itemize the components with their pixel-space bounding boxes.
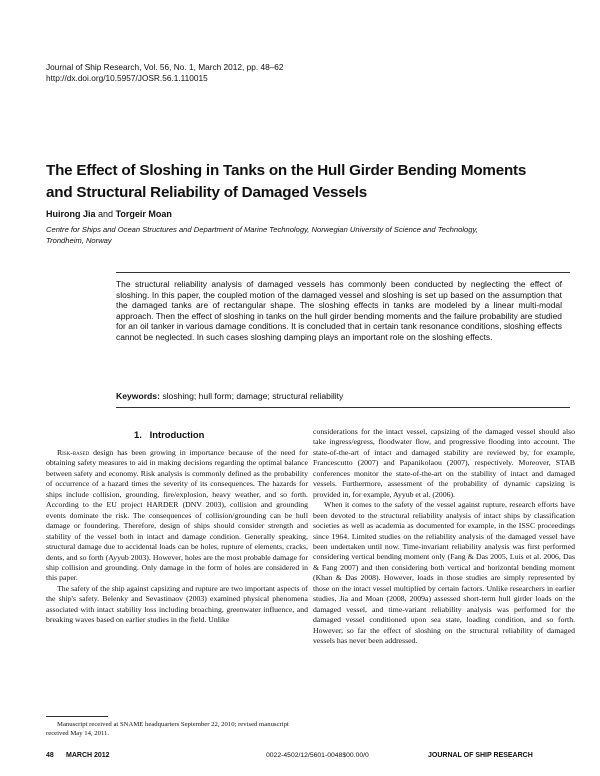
paper-title-line1: The Effect of Sloshing in Tanks on the Hull Girder Bending Moments: [46, 162, 527, 179]
keywords-text: sloshing; hull form; damage; structural reliability: [162, 391, 344, 401]
paper-title: [46, 160, 566, 204]
footnote-rule: [46, 716, 108, 717]
journal-citation-block: [46, 62, 284, 84]
footer-page-number: 48: [46, 752, 54, 759]
journal-doi: http://dx.doi.org/10.5957/JOSR.56.1.110015: [46, 73, 208, 83]
journal-citation: Journal of Ship Research, Vol. 56, No. 1, March 2012, pp. 48–62: [46, 62, 284, 72]
authors: [46, 209, 172, 219]
footer-journal: JOURNAL OF SHIP RESEARCH: [428, 752, 533, 759]
right-paragraph-2: When it comes to the safety of the vessel against rupture, research efforts have been devoted to the structural reliability analysis of intact ships by classification societies as well as academia as documented for example, in the ISSC proceedings since 1964. Limited studies on the reliability analysis of the damaged vessel have been undertaken until now. Time-invariant reliability analysis was first performed considering vertical bending moment only (Fang & Das 2005, Luis et al. 2006, Das & Fang 2007) and then considering both vertical and horizontal bending moment (Khan & Das 2008). However, loads in those studies are simply represented by those on the intact vessel multiplied by certain factors. Unlike researchers in earlier studies, Jia and Moan (2008, 2009a) assessed short-term hull girder loads on the damaged vessel, and time-variant reliability analysis was performed for the damaged vessel conditioned upon sea state, loading condition, and so forth. However, so far the effect of sloshing on the structural reliability of damaged vessels has never been addressed.: [313, 500, 575, 646]
footnote: [46, 720, 308, 738]
section-heading: [134, 429, 204, 440]
footer-issn: 0022-4502/12/5601-0048$00.00/0: [266, 752, 369, 759]
author-2: Torgeir Moan: [115, 209, 172, 219]
left-column: [46, 448, 308, 626]
affiliation-line1: Centre for Ships and Ocean Structures and Department of Marine Technology, Norwegian University of Science and Technology,: [46, 225, 478, 234]
authors-and: and: [98, 209, 114, 219]
author-1: Huirong Jia: [46, 209, 96, 219]
right-paragraph-1: considerations for the intact vessel, capsizing of the damaged vessel should also take ingress/egress, floodwater flow, and progressive flooding into account. The state-of-the-art of intact and damaged stability are reviewed by, for example, Francescutto (2007) and Papanikolaou (2007), respectively. Moreover, STAB conferences monitor the state-of-the-art on the stability of intact and damaged vessels. Furthermore, assessment of the probability of dynamic capsizing is provided in, for example, Ayyub et al. (2006).: [313, 427, 575, 499]
intro-paragraph-1: [46, 448, 308, 584]
right-column: [313, 427, 575, 647]
abstract: The structural reliability analysis of damaged vessels has commonly been conducted by neglecting the effect of sloshing. In this paper, the coupled motion of the damaged vessel and sloshing is set up based on the assumption that the damaged tanks are of rectangular shape. The sloshing effects in tanks are modeled by a linear multi-modal approach. Then the effect of sloshing in tanks on the hull girder bending moments and the failure probability are studied for an oil tanker in various damage conditions. It is concluded that in certain tank resonance conditions, sloshing effects cannot be neglected. In such cases sloshing damping plays an important role on the sloshing effects.: [116, 279, 562, 342]
risk-based-lead: Risk-based: [57, 448, 90, 457]
keywords: [116, 391, 562, 401]
section-number: 1.: [134, 429, 142, 440]
intro-paragraph-2: The safety of the ship against capsizing and rupture are two important aspects of the ship's safety. Belenky and Sevastinaov (2003) examined physical phenomena associated with intact stability loss including broaching, greenwater influence, and breaking waves based on earlier studies in the field. Unlike: [46, 583, 308, 625]
section-title: Introduction: [149, 429, 205, 440]
intro-paragraph-1-text: design has been growing in importance because of the need for obtaining safety measures to aid in making decisions regarding the optimal balance between safety and economy. Risk analysis is commonly defined as the probability of occurrence of a hazard times the severity of its consequences. The hazards for ships include collision, grounding, fire/explosion, heavy weather, and so forth. According to the EU project HARDER (DNV 2003), collision and grounding events dominate the risk. The consequences of collision/grounding can be hull damage or foundering. Therefore, design of ships should consider strength and stability of the vessel both in intact and damage condition. Generally speaking, structural damage due to accidental loads can be holes, rupture of elements, cracks, dents, and so forth (Ayyub 2003). However, holes are the most probable damage for ship collision and grounding. Only damage in the form of holes are considered in this paper.: [46, 448, 308, 583]
affiliation: [46, 225, 566, 246]
abstract-top-rule: [116, 272, 570, 273]
keywords-label: Keywords:: [116, 391, 160, 401]
paper-title-line2: and Structural Reliability of Damaged Vessels: [46, 184, 368, 201]
keywords-bottom-rule: [116, 407, 570, 408]
affiliation-line2: Trondheim, Norway: [46, 235, 112, 245]
footer-date: MARCH 2012: [66, 752, 110, 759]
footnote-text: Manuscript received at SNAME headquarters September 22, 2010; revised manuscript received May 14, 2011.: [46, 721, 289, 737]
